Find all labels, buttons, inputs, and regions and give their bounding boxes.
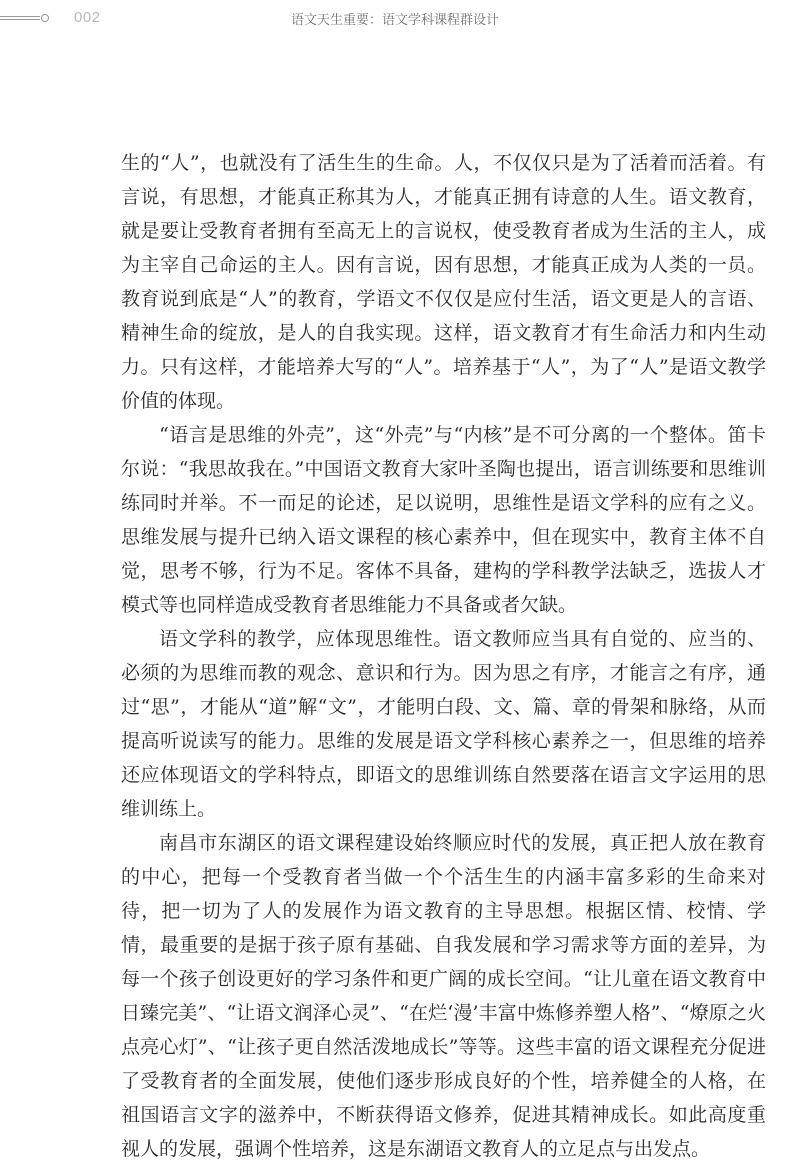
paragraph: “语言是思维的外壳”，这“外壳”与“内核”是不可分离的一个整体。笛卡尔说：“我思故我在。”中国语文教育大家叶圣陶也提出，语言训练要和思维训练同时并举。不一而足的论述，足以说明，思维性是语文学科的应有之义。思维发展与提升已纳入语文课程的核心素养中，但在现实中，教育主体不自觉，思考不够，行为不足。客体不具备，建构的学科教学法缺乏，选拔人才模式等也同样造成受教育者思维能力不具备或者欠缺。 [121, 424, 766, 616]
paragraph-continued: 生的“人”，也就没有了活生生的生命。人，不仅仅只是为了活着而活着。有言说，有思想，才能真正称其为人，才能真正拥有诗意的人生。语文教育，就是要让受教育者拥有至高无上的言说权，使受教育者成为生活的主人，成为主宰自己命运的主人。因有言说，因有思想，才能真正成为人类的一员。教育说到底是“人”的教育，学语文不仅仅是应付生活，语文更是人的言语、精神生命的绽放，是人的自我实现。这样，语文教育才有生命活力和内生动力。只有这样，才能培养大写的“人”。培养基于“人”，为了“人”是语文教学价值的体现。 [121, 152, 766, 412]
paragraph: 南昌市东湖区的语文课程建设始终顺应时代的发展，真正把人放在教育的中心，把每一个受教育者当做一个个活生生的内涵丰富多彩的生命来对待，把一切为了人的发展作为语文教育的主导思想。根据区情、校情、学情，最重要的是据于孩子原有基础、自我发展和学习需求等方面的差异，为每一个孩子创设更好的学习条件和更广阔的成长空间。“让儿童在语文教育中日臻完美”、“让语文润泽心灵”、“在烂‘漫’丰富中炼修养塑人格”、“燎原之火 点亮心灯”、“让孩子更自然活泼地成长”等等。这些丰富的语文课程充分促进了受教育者的全面发展，使他们逐步形成良好的个性，培养健全的人格，在祖国语言文字的滋养中，不断获得语文修养，促进其精神成长。如此高度重视人的发展，强调个性培养，这是东湖语文教育人的立足点与出发点。 [121, 832, 786, 1160]
page-number: 002 [74, 9, 101, 26]
paragraph: 语文学科的教学，应体现思维性。语文教师应当具有自觉的、应当的、必须的为思维而教的观念、意识和行为。因为思之有序，才能言之有序，通过“思”，才能从“道”解“文”，才能明白段、文、篇、章的骨架和脉络，从而提高听说读写的能力。思维的发展是语文学科核心素养之一，但思维的培养还应体现语文的学科特点，即语文的思维训练自然要落在语言文字运用的思维训练上。 [121, 628, 766, 820]
running-title: 语文天生重要：语文学科课程群设计 [290, 13, 499, 28]
page-header [0, 0, 790, 40]
body-text [121, 146, 786, 1166]
